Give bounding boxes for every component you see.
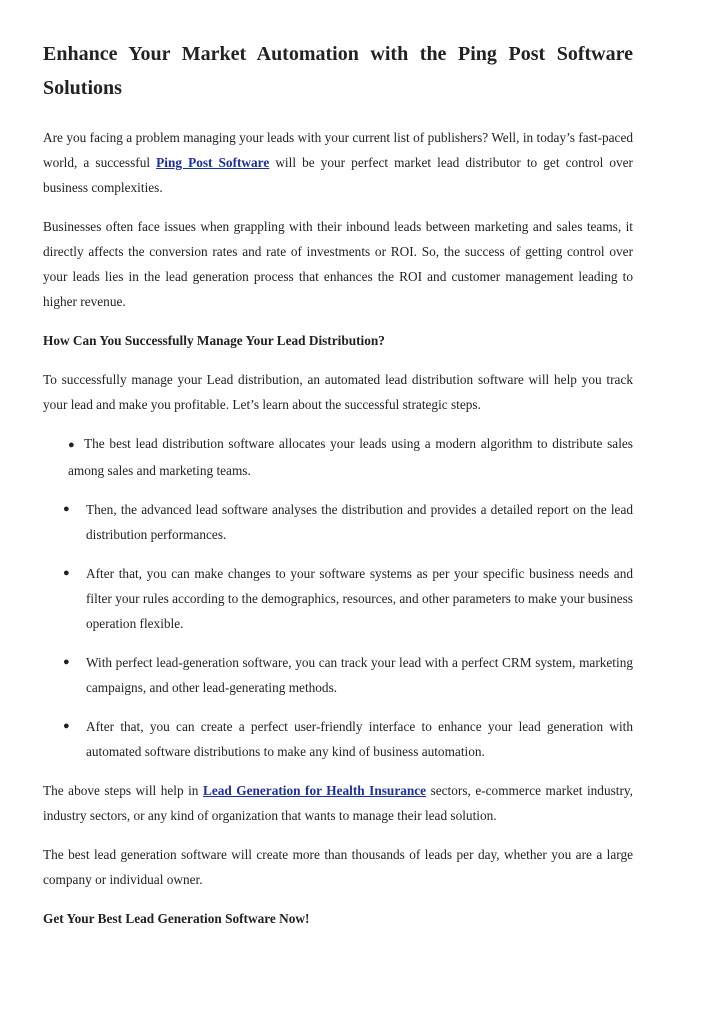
body-paragraph-4	[43, 778, 633, 828]
list-item-text: The best lead distribution software allocates your leads using a modern algorithm to distribute sales among sales and marketing teams.	[68, 436, 633, 478]
body-paragraph-3: To successfully manage your Lead distribution, an automated lead distribution software will help you track your lead and make you profitable. Let’s learn about the successful strategic steps.	[43, 372, 633, 412]
section-heading-lead-distribution: How Can You Successfully Manage Your Lead Distribution?	[43, 333, 385, 348]
body-paragraph-5: The best lead generation software will create more than thousands of leads per day, whether you are a large company or individual owner.	[43, 847, 633, 887]
intro-text-before: Are you facing a problem managing your leads with your current list of publishers? Well, in today’s fast-paced world, a successful	[43, 130, 633, 170]
list-item-text: After that, you can make changes to your software systems as per your specific business needs and filter your rules according to the demographics, resources, and other parameters to make your business operation flexible.	[86, 566, 633, 631]
list-item	[43, 497, 633, 547]
bullet-icon: ●	[63, 567, 70, 579]
list-item	[43, 561, 633, 636]
list-item	[43, 650, 633, 700]
bullet-icon: ●	[63, 503, 70, 515]
bullet-icon: ●	[63, 656, 70, 668]
bullet-icon: ●	[63, 720, 70, 732]
bullet-icon: ●	[68, 439, 77, 451]
list-item	[43, 431, 633, 483]
ping-post-software-link[interactable]: Ping Post Software	[156, 155, 270, 170]
document-page	[43, 0, 633, 931]
body-paragraph-2: Businesses often face issues when grappling with their inbound leads between marketing and sales teams, it directly affects the conversion rates and rate of investments or ROI. So, the success of getting control over your leads lies in the lead generation process that enhances the ROI and customer management leading to higher revenue.	[43, 219, 633, 309]
steps-list	[43, 431, 633, 764]
intro-text-after: will be your perfect market lead distributor to get control over business complexities.	[43, 155, 633, 195]
list-item-text: After that, you can create a perfect user-friendly interface to enhance your lead generation with automated software distributions to make any kind of business automation.	[86, 719, 633, 759]
list-item	[43, 714, 633, 764]
para4-text-after: sectors, e-commerce market industry, industry sectors, or any kind of organization that wants to manage their lead solution.	[43, 783, 633, 823]
list-item-text: Then, the advanced lead software analyses the distribution and provides a detailed report on the lead distribution performances.	[86, 502, 633, 542]
para4-text-before: The above steps will help in	[43, 783, 203, 798]
health-insurance-link[interactable]: Lead Generation for Health Insurance	[202, 783, 427, 798]
intro-paragraph	[43, 125, 633, 200]
list-item-text: With perfect lead-generation software, you can track your lead with a perfect CRM system, marketing campaigns, and other lead-generating methods.	[86, 655, 633, 695]
section-heading-get-software: Get Your Best Lead Generation Software Now!	[43, 911, 310, 926]
page-title: Enhance Your Market Automation with the Ping Post Software Solutions	[43, 43, 633, 99]
